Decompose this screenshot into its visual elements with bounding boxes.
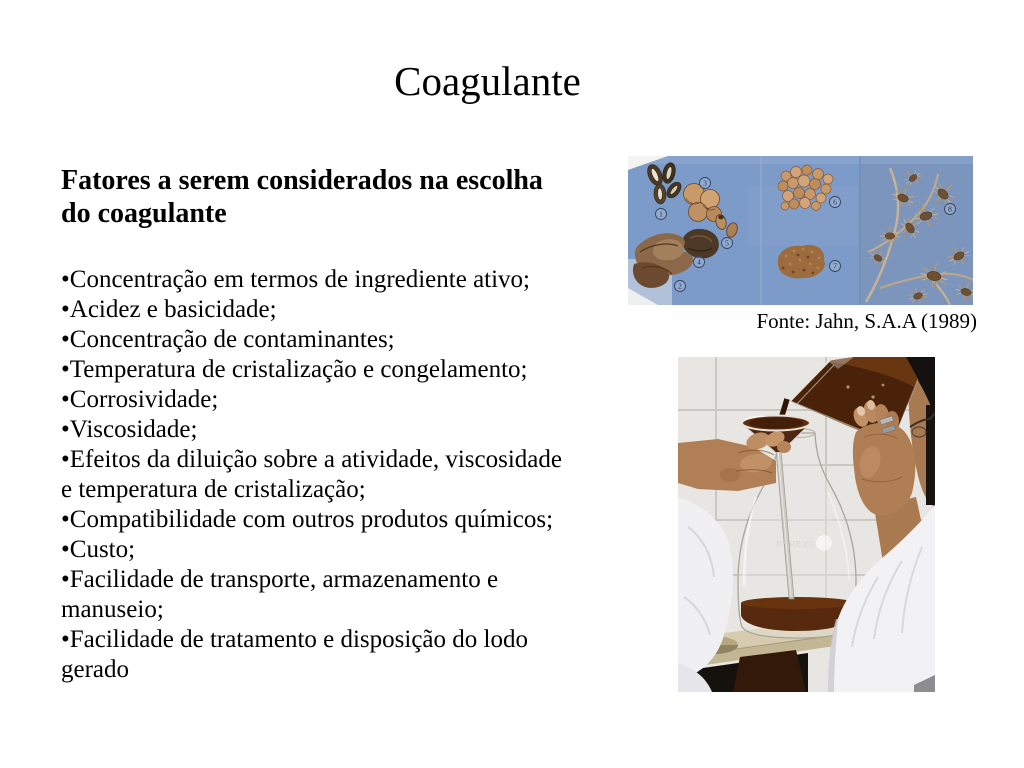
bullet-item: •Viscosidade; <box>61 416 198 443</box>
bullet-item: •Corrosividade; <box>61 386 219 413</box>
seed-sample-granules <box>778 245 825 278</box>
seed-label-1-icon: 1 <box>659 209 663 219</box>
bullet-item: •Facilidade de tratamento e disposição do lodo gerado <box>61 626 528 683</box>
page-title: Coagulante <box>394 58 581 104</box>
seeds-photo <box>628 156 973 305</box>
factors-list <box>61 265 571 685</box>
bullet-item: •Facilidade de transporte, armazenamento e manuseio; <box>61 566 499 623</box>
factors-heading: Fatores a serem considerados na escolha do coagulante <box>61 165 543 229</box>
seed-label-8-icon: 8 <box>948 204 952 214</box>
bullet-item: •Acidez e basicidade; <box>61 296 277 323</box>
bullet-item: •Compatibilidade com outros produtos químicos; <box>61 506 554 533</box>
bullet-item: •Concentração de contaminantes; <box>61 326 395 353</box>
source-caption: Fonte: Jahn, S.A.A (1989) <box>756 309 977 333</box>
seed-label-4-icon: 4 <box>697 257 701 267</box>
seed-label-5-icon: 5 <box>725 238 729 248</box>
seed-label-7-icon: 7 <box>833 261 837 271</box>
bullet-item: •Temperatura de cristalização e congelamento; <box>61 356 528 383</box>
seed-label-6-icon: 6 <box>833 197 837 207</box>
flask-brand-label: PYREX® <box>776 540 816 549</box>
lab-photo <box>678 357 935 692</box>
seed-label-3-icon: 3 <box>703 178 707 188</box>
bullet-item: •Efeitos da diluição sobre a atividade, viscosidade e temperatura de cristalização; <box>61 446 562 503</box>
bullet-item: •Concentração em termos de ingrediente ativo; <box>61 266 531 293</box>
seed-label-2-icon: 2 <box>678 281 682 291</box>
bullet-item: •Custo; <box>61 536 136 563</box>
